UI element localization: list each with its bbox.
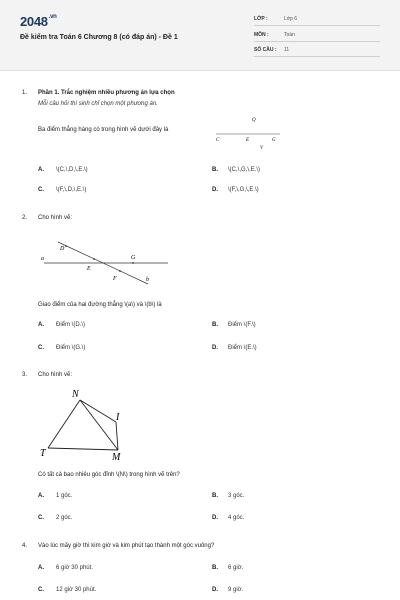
option-text: 12 giờ 30 phút. (56, 587, 97, 593)
question-number: 4. (22, 543, 28, 549)
document-title: Đề kiểm tra Toán 6 Chương 8 (có đáp án) - Đề 1 (20, 34, 178, 41)
question-list (0, 70, 400, 600)
option-letter: C. (38, 587, 44, 593)
option-letter: C. (38, 187, 44, 193)
segment-nt (48, 400, 80, 448)
collinear-points-figure (212, 110, 286, 152)
option-letter: D. (212, 187, 218, 193)
label-n: N (72, 389, 79, 400)
option-letter: A. (38, 322, 44, 328)
option-text: Điểm \(E.\) (228, 345, 257, 351)
label-a: a (41, 256, 44, 262)
option-letter: D. (212, 345, 218, 351)
option-letter: C. (38, 515, 44, 521)
label-d: D (60, 246, 65, 252)
point-g (132, 262, 134, 264)
question-number: 1. (22, 90, 28, 96)
meta-count-value: 11 (284, 47, 290, 53)
segment-tm (48, 448, 118, 450)
site-logo[interactable]: $2048^{.vn}$ (20, 14, 57, 29)
option-letter: A. (38, 565, 44, 571)
option-text: \(C,\,G,\,E.\) (228, 167, 261, 173)
part-instruction: Mỗi câu hỏi thí sinh chỉ chọn một phương án. (38, 101, 158, 107)
option-text: 2 góc. (56, 515, 73, 521)
label-t: T (40, 448, 46, 459)
point-e (93, 258, 95, 260)
option-text: Điểm \(F.\) (228, 322, 256, 328)
option-text: \(C,\,D,\,E.\) (56, 167, 88, 173)
label-e: E (246, 138, 250, 143)
option-text: 6 giờ. (228, 565, 244, 571)
option-letter: B. (212, 322, 218, 328)
question-number: 2. (22, 215, 28, 221)
question-text: Vào lúc mấy giờ thì kim giờ và kim phút tạo thành một góc vuông? (38, 543, 215, 549)
segment-im (116, 422, 118, 450)
option-letter: A. (38, 493, 44, 499)
question-text: Có tất cả bao nhiêu góc đỉnh \(N\) trong hình vẽ trên? (38, 472, 180, 478)
label-c: C (216, 138, 220, 143)
intersecting-lines-figure (36, 238, 176, 288)
label-b: b (146, 277, 149, 283)
option-text: 3 góc. (228, 493, 245, 499)
option-text: 9 giờ. (228, 587, 244, 593)
question-text: Cho hình vẽ: (38, 372, 73, 378)
question-text: Giao điểm của hai đường thẳng \(a\) và \(b\) là (38, 302, 162, 308)
question-text: Ba điểm thẳng hàng có trong hình vẽ dưới đây là (38, 127, 169, 133)
label-e: E (87, 266, 91, 272)
option-text: Điểm \(G.\) (56, 345, 86, 351)
question-text: Cho hình vẽ: (38, 215, 73, 221)
option-letter: D. (212, 587, 218, 593)
option-text: \(F,\,D,\,E.\) (56, 187, 87, 193)
option-text: 1 góc. (56, 493, 73, 499)
option-text: 6 giờ 30 phút. (56, 565, 93, 571)
segment-ni (80, 400, 116, 422)
label-m: M (112, 452, 121, 463)
meta-count-row (254, 46, 380, 57)
triangle-figure (36, 386, 136, 466)
label-g: G (131, 255, 136, 261)
meta-class-row (254, 15, 380, 26)
label-f: F (113, 276, 117, 282)
option-letter: C. (38, 345, 44, 351)
label-g: G (272, 138, 276, 143)
option-letter: A. (38, 167, 44, 173)
meta-subject-row (254, 31, 380, 42)
option-letter: B. (212, 565, 218, 571)
meta-subject-label: MÔN : (254, 32, 269, 38)
option-text: Điểm \(D.\) (56, 322, 85, 328)
option-text: \(F,\,G,\,E.\) (228, 187, 259, 193)
segment-nm (80, 400, 118, 450)
option-letter: B. (212, 167, 218, 173)
part-title: Phần 1. Trắc nghiệm nhiều phương án lựa chọn (38, 90, 175, 96)
meta-class-label: LỚP : (254, 16, 268, 22)
logo-suffix: .vn (48, 14, 57, 20)
meta-count-label: SỐ CÂU : (254, 47, 277, 53)
point-f (119, 270, 121, 272)
label-v: V (260, 146, 264, 151)
label-q: Q (252, 118, 256, 123)
option-letter: D. (212, 515, 218, 521)
meta-subject-value: Toán (284, 32, 295, 38)
option-letter: B. (212, 493, 218, 499)
page-header (0, 0, 400, 71)
point-d (65, 245, 67, 247)
question-number: 3. (22, 372, 28, 378)
option-text: 4 góc. (228, 515, 245, 521)
label-i: I (116, 412, 120, 423)
meta-class-value: Lớp 6 (284, 16, 298, 22)
